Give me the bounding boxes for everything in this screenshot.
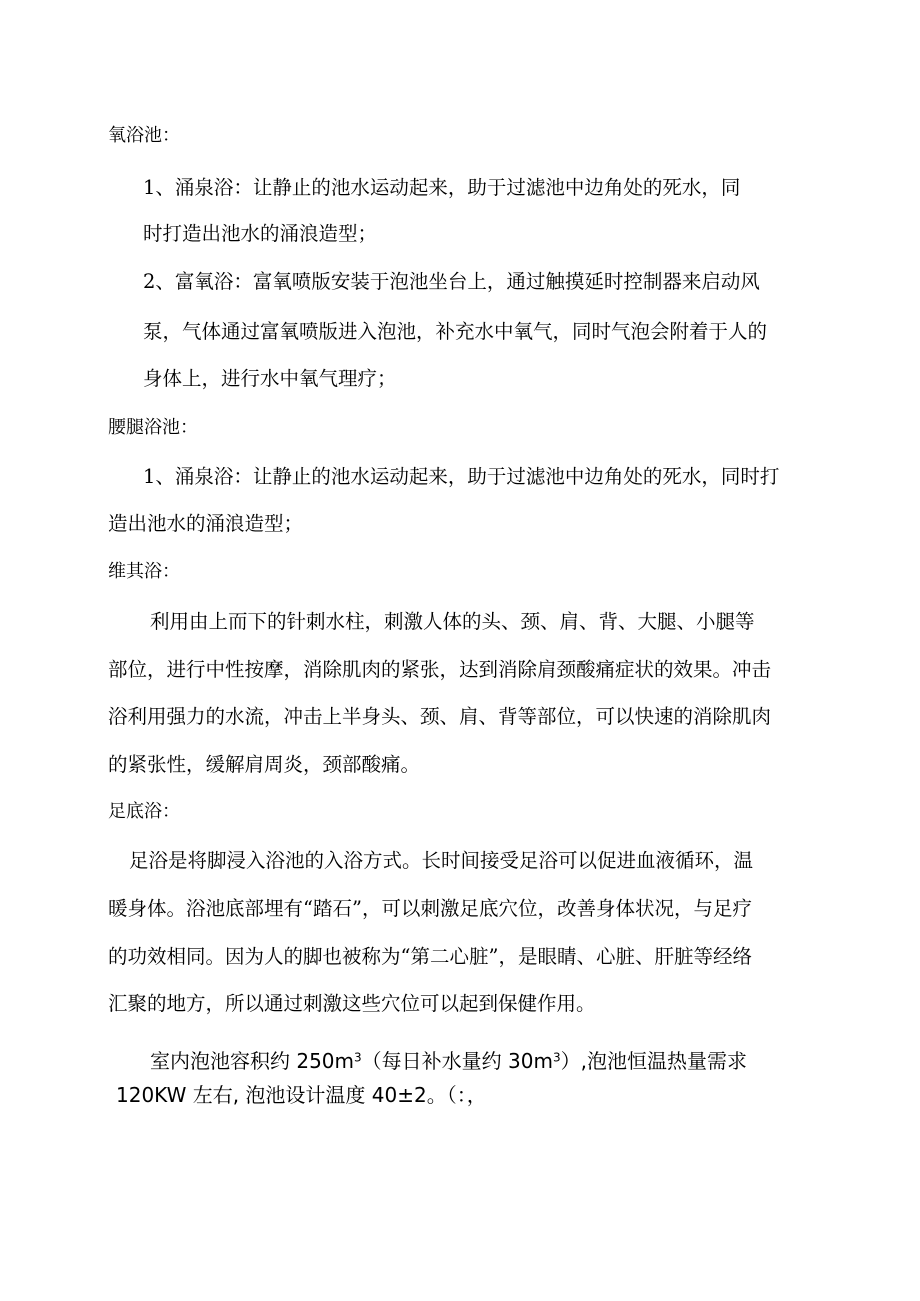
vichy-paragraph-line-2: 部位，进行中性按摩，消除肌肉的紧张，达到消除肩颈酸痛症状的效果。冲击 (108, 658, 772, 681)
summary-line-2: 120KW 左右, 泡池设计温度 40±2。（：， (116, 1083, 487, 1107)
foot-paragraph-line-1: 足浴是将脚浸入浴池的入浴方式。长时间接受足浴可以促进血液循环，温 (129, 849, 754, 872)
waist-leg-item-1-line-2: 造出池水的涌浪造型； (108, 512, 304, 535)
oxygen-item-2-line-2: 泵，气体通过富氧喷版进入泡池，补充水中氧气，同时气泡会附着于人的 (143, 320, 768, 343)
foot-paragraph-line-4: 汇聚的地方，所以通过刺激这些穴位可以起到保健作用。 (108, 992, 596, 1015)
superscript-3: 3 (552, 1050, 561, 1065)
section-heading-waist-leg-bath: 腰腿浴池： (108, 417, 198, 438)
foot-paragraph-line-3: 的功效相同。因为人的脚也被称为“第二心脏”，是眼睛、心脏、肝脏等经络 (108, 945, 752, 968)
section-heading-foot-bath: 足底浴： (108, 801, 180, 822)
waist-leg-item-1-line-1: 1、涌泉浴：让静止的池水运动起来，助于过滤池中边角处的死水，同时打 (143, 465, 780, 488)
oxygen-item-1-line-2: 时打造出池水的涌浪造型； (143, 222, 378, 245)
summary-daily-refill: （每日补水量约 30m (361, 1049, 553, 1073)
summary-line-1 (150, 1051, 747, 1071)
superscript-3: 3 (354, 1050, 362, 1065)
foot-paragraph-line-2: 暖身体。浴池底部埋有“踏石”，可以刺激足底穴位，改善身体状况，与足疗 (108, 897, 752, 920)
oxygen-item-1-line-1: 1、涌泉浴：让静止的池水运动起来，助于过滤池中边角处的死水，同 (143, 176, 741, 199)
oxygen-item-2-line-3: 身体上，进行水中氧气理疗； (143, 367, 397, 390)
oxygen-item-2-line-1: 2、富氧浴：富氧喷版安装于泡池坐台上，通过触摸延时控制器来启动风 (143, 270, 760, 293)
vichy-paragraph-line-4: 的紧张性，缓解肩周炎，颈部酸痛。 (108, 753, 421, 776)
vichy-paragraph-line-3: 浴利用强力的水流，冲击上半身头、颈、肩、背等部位，可以快速的消除肌肉 (108, 705, 772, 728)
summary-heat-demand: ）,泡池恒温热量需求 (560, 1049, 747, 1073)
section-heading-vichy-bath: 维其浴： (108, 561, 180, 582)
summary-pool-volume: 室内泡池容积约 250m (150, 1049, 355, 1073)
vichy-paragraph-line-1: 利用由上而下的针刺水柱，刺激人体的头、颈、肩、背、大腿、小腿等 (150, 610, 755, 633)
section-heading-oxygen-bath: 氧浴池： (108, 125, 180, 146)
